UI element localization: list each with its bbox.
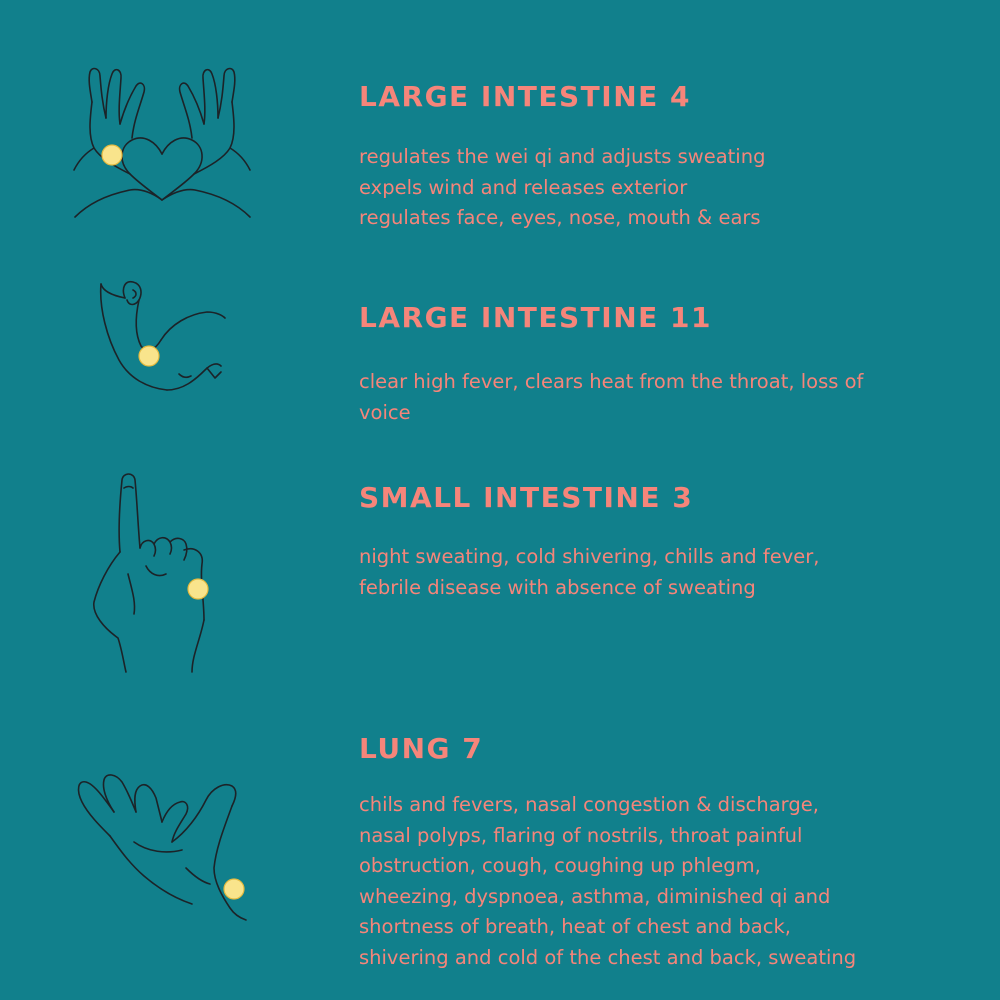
point-description: [359, 542, 959, 603]
acupoint-marker: [139, 346, 159, 366]
description-line: chils and fevers, nasal congestion & discharge,: [359, 793, 819, 816]
open-palm-icon: [74, 772, 259, 922]
point-title: LARGE INTESTINE 11: [359, 301, 712, 334]
point-description: [359, 142, 959, 234]
description-line: obstruction, cough, coughing up phlegm,: [359, 854, 761, 877]
point-title: SMALL INTESTINE 3: [359, 481, 694, 514]
acupoint-marker: [224, 879, 244, 899]
flexed-arm-icon: [95, 278, 230, 403]
description-line: night sweating, cold shivering, chills and fever,: [359, 545, 820, 568]
description-line: shivering and cold of the chest and back, sweating: [359, 945, 857, 969]
description-line: nasal polyps, flaring of nostrils, throat painful: [359, 823, 803, 847]
point-title: LARGE INTESTINE 4: [359, 80, 691, 113]
point-description: [359, 367, 919, 428]
pointing-hand-icon: [88, 470, 218, 675]
description-line: regulates face, eyes, nose, mouth & ears: [359, 206, 761, 229]
description-line: regulates the wei qi and adjusts sweating: [359, 145, 766, 168]
acupoint-marker: [102, 145, 122, 165]
heart-hands-icon: [70, 62, 255, 222]
point-description: [359, 790, 959, 973]
description-line: febrile disease with absence of sweating: [359, 575, 756, 599]
description-line: clear high fever, clears heat from the throat, loss of voice: [359, 370, 864, 424]
description-line: expels wind and releases exterior: [359, 175, 688, 199]
point-title: LUNG 7: [359, 732, 484, 765]
description-line: shortness of breath, heat of chest and back,: [359, 915, 791, 938]
acupoint-marker: [188, 579, 208, 599]
description-line: wheezing, dyspnoea, asthma, diminished qi and: [359, 884, 831, 908]
